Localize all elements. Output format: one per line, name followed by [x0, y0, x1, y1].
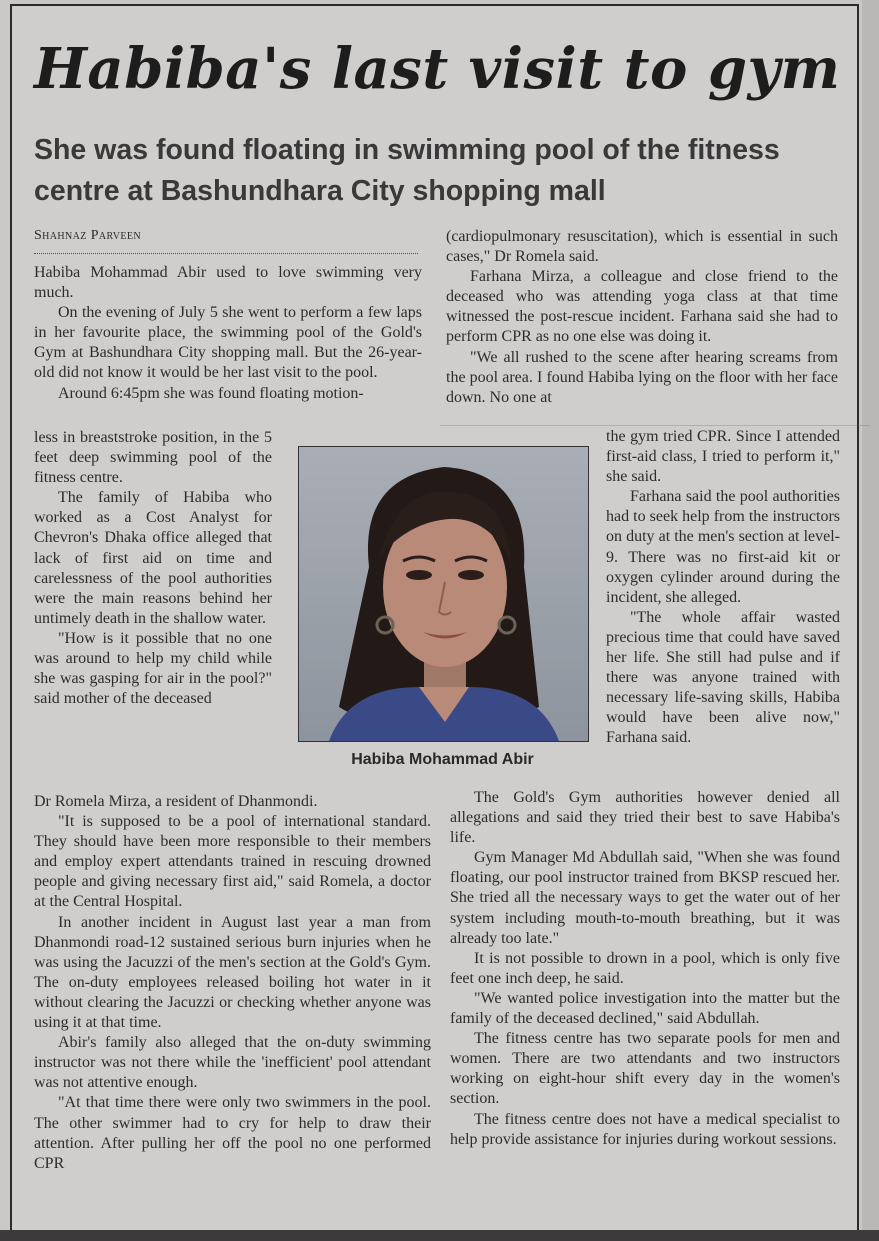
paragraph: Around 6:45pm she was found floating motion- — [58, 384, 364, 402]
paragraph: In another incident in August last year a man from Dhanmondi road-12 sustained serious burn injuries when he was using the Jacuzzi of the men's section at the Gold's Gym. The on-duty employees released boiling hot water in it without clearing the Jacuzzi or checking whether anyone was using it at that time. — [34, 913, 431, 1032]
paragraph: "We wanted police investigation into the matter but the family of the deceased declined," said Abdullah. — [450, 989, 840, 1028]
page-edge — [862, 0, 879, 1241]
bottom-border — [0, 1230, 879, 1241]
paragraph: Abir's family also alleged that the on-duty swimming instructor was not there while the 'inefficient' pool attendant was not attentive enough. — [34, 1034, 431, 1092]
left-column-wrap — [34, 428, 272, 709]
right-column-wrap — [606, 427, 840, 749]
paragraph: It is not possible to drown in a pool, which is only five feet one inch deep, he said. — [450, 949, 840, 987]
paragraph: Dr Romela Mirza, a resident of Dhanmondi. — [34, 793, 318, 810]
paragraph: Farhana said the pool authorities had to seek help from the instructors on duty at the men's section at level-9. There was no first-aid kit or oxygen cylinder around during the incident, she alleged. — [606, 488, 840, 606]
paragraph: "At that time there were only two swimmers in the pool. The other swimmer had to cry for help to draw their attention. After pulling her off the pool no one performed CPR — [34, 1094, 431, 1172]
left-column-bottom — [34, 792, 431, 1174]
right-column-top — [446, 227, 838, 408]
paragraph: "How is it possible that no one was around to help my child while she was gasping for air in the pool?" said mother of the deceased — [34, 629, 272, 708]
byline: Shahnaz Parveen — [34, 228, 418, 254]
photo-caption: Habiba Mohammad Abir — [351, 751, 534, 768]
paragraph: "It is supposed to be a pool of international standard. They should have been more responsible to their members and employ expert attendants trained in rescuing drowned people and giving necessary first aid," said Romela, a doctor at the Central Hospital. — [34, 813, 431, 911]
paragraph: The fitness centre does not have a medical specialist to help provide assistance for injuries during workout sessions. — [450, 1110, 840, 1148]
headline: Habiba's last visit to gym — [34, 36, 841, 102]
paragraph: The family of Habiba who worked as a Cost Analyst for Chevron's Dhaka office alleged that lack of first aid on time and carelessness of the pool authorities were the main reasons behind her untimely death in the shallow water. — [34, 489, 272, 627]
paragraph: Gym Manager Md Abdullah said, "When she was found floating, our pool instructor trained from BKSP rescued her. She tried all the necessary ways to get the water out of her system including mouth-to-mouth breathing, but it was already too late." — [450, 849, 840, 947]
paragraph: On the evening of July 5 she went to perform a few laps in her favourite place, the swimming pool of the Gold's Gym at Bashundhara City shopping mall. But the 26-year-old did not know it would be her last visit to the pool. — [34, 304, 422, 382]
paragraph: Habiba Mohammad Abir used to love swimming very much. — [34, 264, 422, 302]
paragraph: "The whole affair wasted precious time that could have saved her life. She still had pulse and if there was anyone trained with necessary life-saving skills, Habiba would have been alive now," Farhana said. — [606, 608, 840, 747]
right-column-bottom — [450, 788, 840, 1150]
subheadline: She was found floating in swimming pool of the fitness centre at Bashundhara City shopping mall — [34, 134, 780, 207]
paragraph: "We all rushed to the scene after hearing screams from the pool area. I found Habiba lying on the floor with her face down. No one at — [446, 348, 838, 406]
left-column-top — [34, 263, 422, 404]
paragraph: the gym tried CPR. Since I attended first-aid class, I tried to perform it," she said. — [606, 428, 840, 486]
paragraph: The Gold's Gym authorities however denied all allegations and said they tried their best to save Habiba's life. — [450, 789, 840, 847]
portrait-photo — [298, 446, 589, 742]
portrait-icon — [299, 447, 588, 741]
paragraph: (cardiopulmonary resuscitation), which is essential in such cases," Dr Romela said. — [446, 228, 838, 266]
paragraph: Farhana Mirza, a colleague and close friend to the deceased who was attending yoga class at that time witnessed the post-rescue incident. Farhana said she had to perform CPR as no one else was doing it. — [446, 268, 838, 346]
paragraph: less in breaststroke position, in the 5 feet deep swimming pool of the fitness centre. — [34, 429, 272, 487]
paragraph: The fitness centre has two separate pools for men and women. There are two attendants and two instructors working on eight-hour shift every day in the women's section. — [450, 1030, 840, 1108]
